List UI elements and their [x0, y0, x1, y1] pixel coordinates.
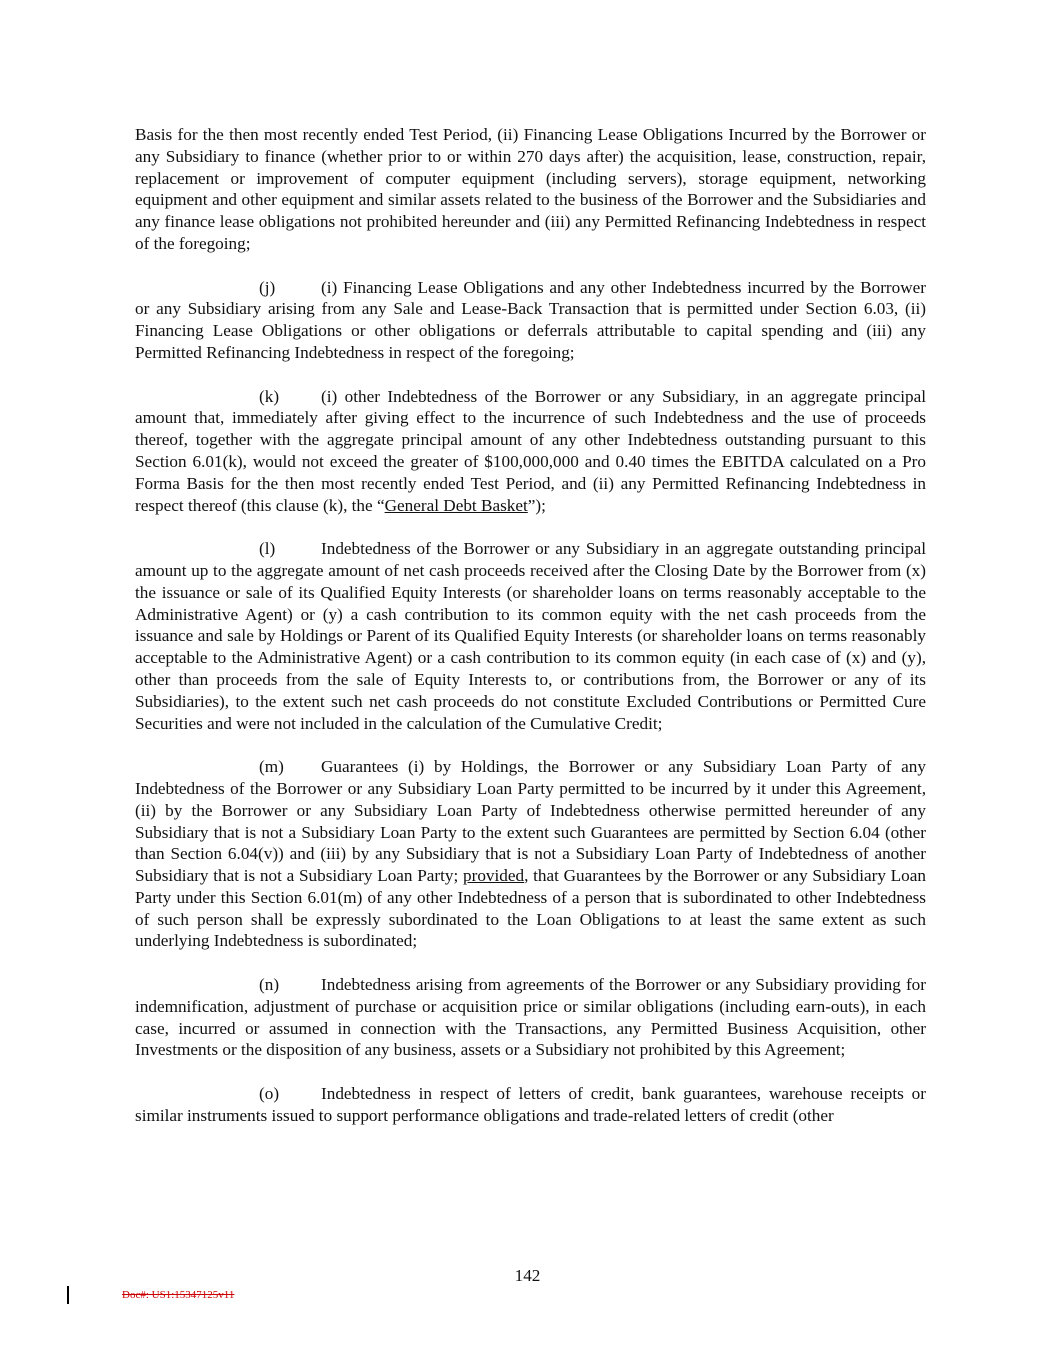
- proviso-term: provided: [463, 866, 525, 886]
- clause-text: Indebtedness in respect of letters of credit, bank guarantees, warehouse receipts or similar instruments issued to support performance obligations and trade-related letters of credit (other: [135, 1084, 926, 1125]
- clause-text: Indebtedness of the Borrower or any Subsidiary in an aggregate outstanding principal amount up to the aggregate amount of net cash proceeds received after the Closing Date by the Borrower from (x) the issuance or sale of its Qualified Equity Interests (or shareholder loans on terms reasonably acceptable to the Administrative Agent) or (y) a cash contribution to its common equity with the net cash proceeds from the issuance and sale by Holdings or Parent of its Qualified Equity Interests (or shareholder loans on terms reasonably acceptable to the Administrative Agent) or a cash contribution to its common equity (in each case of (x) and (y), other than proceeds from the sale of Equity Interests to, or contributions from, the Borrower or any of its Subsidiaries), to the extent such net cash proceeds do not constitute Excluded Contributions or Permitted Cure Securities and were not included in the calculation of the Cumulative Credit;: [135, 539, 926, 733]
- clause-label: (m): [259, 757, 284, 777]
- clause-label: (n): [259, 975, 280, 995]
- clause-text: Indebtedness arising from agreements of the Borrower or any Subsidiary providing for indemnification, adjustment of purchase or acquisition price or similar obligations (including earn-outs), in each case, incurred or assumed in connection with the Transactions, any Permitted Business Acquisition, other Investments or the disposition of any business, assets or a Subsidiary not prohibited by this Agreement;: [135, 975, 926, 1060]
- clause-o: [135, 1083, 926, 1127]
- defined-term: General Debt Basket: [384, 495, 528, 515]
- clause-label: (o): [259, 1084, 280, 1104]
- paragraph-continuation: Basis for the then most recently ended Test Period, (ii) Financing Lease Obligations Incurred by the Borrower or any Subsidiary to finance (whether prior to or within 270 days after) the acquisition, lease, construction, repair, replacement or improvement of computer equipment (including servers), storage equipment, networking equipment and other equipment and similar assets related to the business of the Borrower and the Subsidiaries and any finance lease obligations not prohibited hereunder and (iii) any Permitted Refinancing Indebtedness in respect of the foregoing;: [135, 125, 926, 253]
- clause-text: Guarantees (i) by Holdings, the Borrower or any Subsidiary Loan Party of any Indebtedness of the Borrower or any Subsidiary Loan Party permitted to be incurred by it under this Agreement, (ii) by the Borrower or any Subsidiary Loan Party of Indebtedness otherwise permitted hereunder of any Subsidiary that is not a Subsidiary Loan Party to the extent such Guarantees are permitted by Section 6.04 (other than Section 6.04(v)) and (iii) by any Subsidiary that is not a Subsidiary Loan Party of Indebtedness of another Subsidiary that is not a Subsidiary Loan Party;: [135, 757, 926, 886]
- clause-label: (l): [259, 539, 276, 559]
- clause-j: [135, 277, 926, 364]
- revision-change-bar: [67, 1286, 69, 1304]
- clause-label: (j): [259, 277, 276, 297]
- clause-l: [135, 538, 926, 734]
- clause-label: (k): [259, 386, 280, 406]
- clause-k: [135, 386, 926, 517]
- clause-text: (i) Financing Lease Obligations and any other Indebtedness incurred by the Borrower or any Subsidiary arising from any Sale and Lease-Back Transaction that is permitted under Section 6.03, (ii) Financing Lease Obligations or other obligations or deferrals attributable to capital spending and (iii) any Permitted Refinancing Indebtedness in respect of the foregoing;: [135, 277, 926, 362]
- document-id: Doc#: US1:15347125v11: [122, 1289, 235, 1301]
- clause-text: (i) other Indebtedness of the Borrower or any Subsidiary, in an aggregate principal amount that, immediately after giving effect to the incurrence of such Indebtedness and the use of proceeds thereof, together with the aggregate principal amount of any other Indebtedness outstanding pursuant to this Section 6.01(k), would not exceed the greater of $100,000,000 and 0.40 times the EBITDA calculated on a Pro Forma Basis for the then most recently ended Test Period, and (ii) any Permitted Refinancing Indebtedness in respect thereof (this clause (k), the “: [135, 386, 926, 515]
- document-body: [135, 124, 926, 1127]
- clause-m: [135, 756, 926, 952]
- clause-text-end: ”);: [527, 495, 546, 515]
- page-number: 142: [514, 1266, 541, 1285]
- clause-n: [135, 974, 926, 1061]
- clause-text-end: , that Guarantees by the Borrower or any Subsidiary Loan Party under this Section 6.01(m) of any other Indebtedness of a person that is subordinated to other Indebtedness of such person shall be expressly subordinated to the Loan Obligations to at least the same extent as such underlying Indebtedness is subordinated;: [135, 866, 926, 951]
